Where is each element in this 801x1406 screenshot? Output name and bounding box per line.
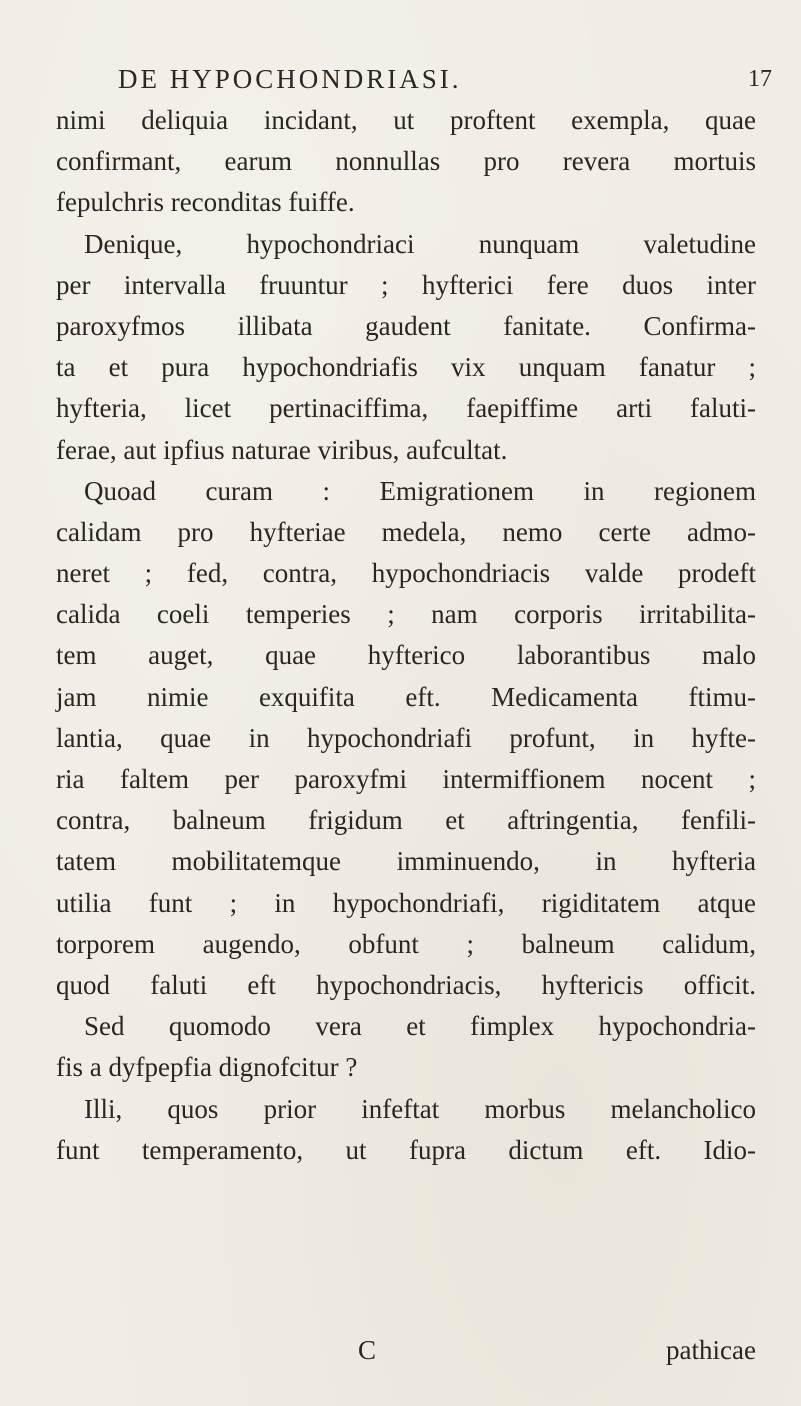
text-line: calidam pro hyfteriae medela, nemo certe admo- bbox=[56, 516, 756, 547]
text-line: Sed quomodo vera et fimplex hypochondria- bbox=[84, 1011, 756, 1042]
body-text bbox=[56, 100, 756, 1171]
text-line: ta et pura hypochondriafis vix unquam fanatur ; bbox=[56, 352, 756, 383]
text-line: jam nimie exquifita eft. Medicamenta ftimu- bbox=[56, 681, 756, 712]
text-line: quod faluti eft hypochondriacis, hyftericis officit. bbox=[56, 969, 756, 1000]
text-line: per intervalla fruuntur ; hyfterici fere duos inter bbox=[56, 269, 756, 300]
text-line: utilia funt ; in hypochondriafi, rigiditatem atque bbox=[56, 887, 756, 918]
text-line: tatem mobilitatemque imminuendo, in hyfteria bbox=[56, 846, 756, 877]
text-line: funt temperamento, ut fupra dictum eft. Idio- bbox=[56, 1134, 756, 1165]
text-line: fepulchris reconditas fuiffe. bbox=[56, 187, 355, 218]
signature-mark: C bbox=[358, 1335, 377, 1365]
page-footer bbox=[56, 1330, 756, 1371]
text-line: paroxyfmos illibata gaudent fanitate. Confirma- bbox=[56, 310, 756, 341]
text-line: confirmant, earum nonnullas pro revera mortuis bbox=[56, 146, 756, 177]
text-line: nimi deliquia incidant, ut proftent exempla, quae bbox=[56, 105, 756, 135]
text-line: ria faltem per paroxyfmi intermiffionem nocent ; bbox=[56, 764, 756, 794]
text-line: lantia, quae in hypochondriafi profunt, in hyfte- bbox=[56, 722, 756, 753]
text-line: neret ; fed, contra, hypochondriacis valde prodeft bbox=[56, 558, 756, 589]
text-line: hyfteria, licet pertinaciffima, faepiffime arti faluti- bbox=[56, 393, 756, 424]
text-line: contra, balneum frigidum et aftringentia, fenfili- bbox=[56, 805, 756, 836]
text-line: Illi, quos prior infeftat morbus melancholico bbox=[84, 1093, 756, 1124]
text-line: calida coeli temperies ; nam corporis irritabilita- bbox=[56, 599, 756, 630]
text-line: Denique, hypochondriaci nunquam valetudine bbox=[84, 228, 756, 259]
text-line: fis a dyfpepfia dignofcitur ? bbox=[56, 1052, 358, 1083]
text-line: torporem augendo, obfunt ; balneum calidum, bbox=[56, 928, 756, 959]
text-line: tem auget, quae hyfterico laborantibus malo bbox=[56, 640, 756, 671]
running-head: DE HYPOCHONDRIASI. bbox=[118, 64, 462, 94]
catchword: pathicae bbox=[666, 1335, 756, 1365]
page-number: 17 bbox=[748, 66, 772, 92]
text-line: Quoad curam : Emigrationem in regionem bbox=[84, 475, 756, 506]
text-line: ferae, aut ipfius naturae viribus, aufcultat. bbox=[56, 434, 508, 465]
